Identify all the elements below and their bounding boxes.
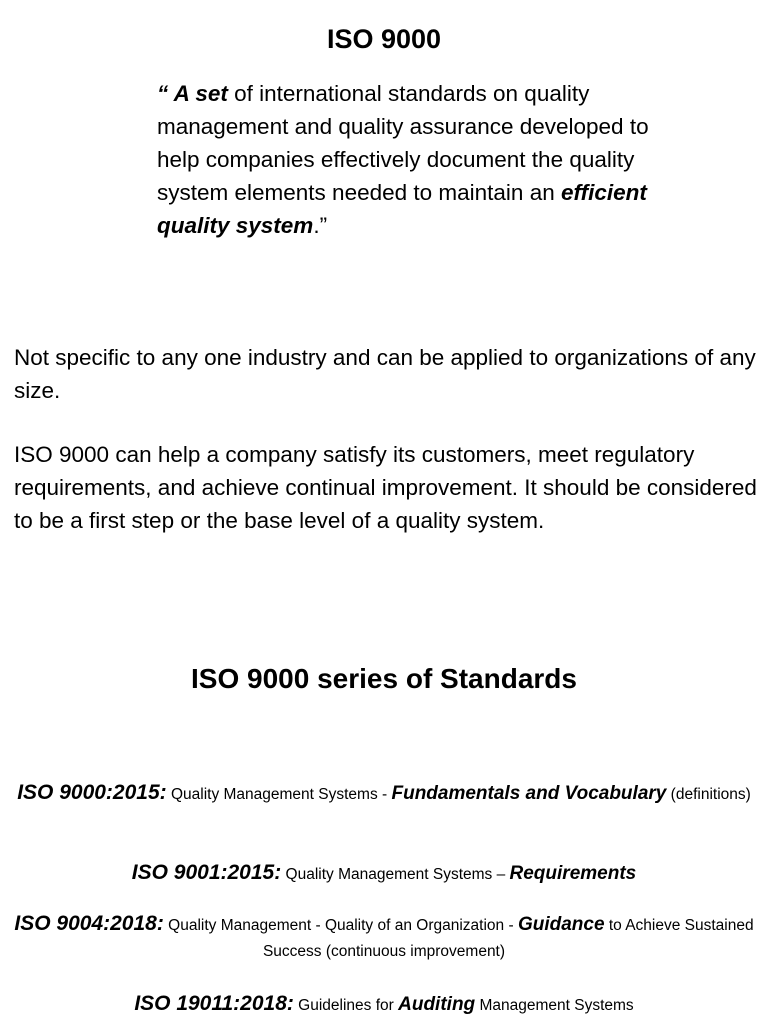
quote-emphasis: efficient quality system: [157, 180, 647, 238]
standard-tail: (definitions): [666, 786, 751, 803]
standard-emphasis: Fundamentals and Vocabulary: [391, 783, 667, 804]
standard-desc: Quality Management - Quality of an Organization -: [163, 917, 518, 934]
standard-desc: Quality Management Systems -: [166, 786, 392, 803]
standard-code: ISO 9001:2015:: [131, 861, 282, 884]
section-title: ISO 9000 series of Standards: [191, 663, 577, 694]
standard-tail: to Achieve Sustained Success (continuous improvement): [262, 917, 754, 960]
standard-emphasis: Guidance: [517, 914, 605, 935]
quote-lead: A set: [173, 81, 228, 106]
standard-item-9001: [10, 860, 758, 888]
paragraph-industry: Not specific to any one industry and can be applied to organizations of any size.: [14, 345, 756, 403]
standard-item-9000: [10, 780, 758, 808]
standard-tail: Management Systems: [475, 997, 634, 1014]
quote-text: of international standards on quality management and quality assurance developed to help companies effectively document the quality system elements needed to maintain an: [157, 81, 649, 205]
standard-desc: Guidelines for: [293, 997, 399, 1014]
paragraph-benefits: ISO 9000 can help a company satisfy its customers, meet regulatory requirements, and achieve continual improvement. It should be considered to be a first step or the base level of a quality system.: [14, 442, 757, 533]
standard-desc: Quality Management Systems –: [281, 866, 510, 883]
standard-code: ISO 9000:2015:: [17, 781, 167, 804]
standard-code: ISO 19011:2018:: [134, 992, 294, 1015]
quote-open: “: [157, 81, 174, 106]
standard-item-9004: [10, 911, 758, 965]
standard-emphasis: Requirements: [509, 863, 637, 884]
standard-item-19011: [10, 991, 758, 1019]
quote-close: .”: [313, 213, 328, 238]
standard-code: ISO 9004:2018:: [14, 912, 164, 935]
page-title: ISO 9000: [326, 24, 442, 54]
standard-emphasis: Auditing: [398, 994, 476, 1015]
definition-quote: [157, 77, 657, 242]
